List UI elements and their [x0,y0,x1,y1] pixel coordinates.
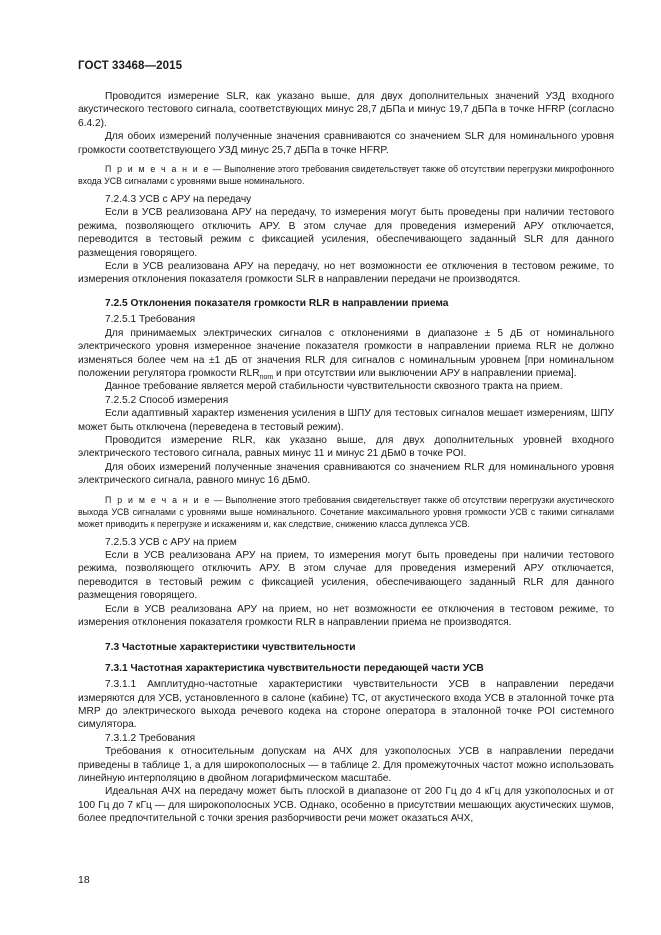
note-text: — Выполнение этого требования свидетельствует также об отсутствии перегрузки акустического выхода УСВ сигналами с уровнями выше номинального. Сочетание максимального уровня громкости УСВ с такими сигналами может приводить к перегрузке и искажениям и, как следствие, снижению класса дуплекса УСВ. [78,494,614,529]
paragraph [78,327,614,381]
paragraph: Если в УСВ реализована АРУ на передачу, то измерения могут быть проведены при наличии тестового режима, позволяющего отключить АРУ. В этом случае для проведения измерений АРУ отключается, переводится в тестовый режим с фиксацией усиления, обеспечивающего заданный SLR для данного размещения говорящего. [78,207,614,259]
note-label: П р и м е ч а н и е [105,494,212,505]
paragraph-text: и при отсутствии или выключении АРУ в направлении приема]. [273,367,577,379]
section-heading: 7.2.4.3 УСВ с АРУ на передачу [105,194,252,206]
paragraph-text: Для принимаемых электрических сигналов с отклонениями в диапазоне ± 5 дБ от номинального электрического уровня измеренное значение показателя громкости в направлении приема RLR не должно изменяться более чем на ±1 дБ от значения RLR для сигналов с номинальным уровнем [при номинальном положении регулятора громкости RLR [78,327,614,379]
paragraph: Для обоих измерений полученные значения сравниваются со значением RLR для номинального уровня электрического сигнала, равного минус 16 дБм0. [78,461,614,487]
subscript: nom [259,373,274,381]
section-heading: 7.3.1 Частотная характеристика чувствительности передающей части УСВ [105,662,484,674]
paragraph: Если в УСВ реализована АРУ на передачу, но нет возможности ее отключения в тестовом режиме, то измерения отклонения показателя громкости SLR в направлении передачи не производятся. [78,261,614,286]
section-heading: 7.2.5.3 УСВ с АРУ на прием [105,536,237,548]
paragraph: Данное требование является мерой стабильности чувствительности сквозного тракта на прием. [105,381,563,393]
section-heading: 7.3.1.2 Требования [105,732,196,744]
paragraph: Если адаптивный характер изменения усиления в ШПУ для тестовых сигналов мешает измерениям, ШПУ может быть отключена (переведена в тестовый режим). [78,408,614,433]
section-heading: 7.3 Частотные характеристики чувствительности [105,642,356,654]
paragraph: Если в УСВ реализована АРУ на прием, но нет возможности ее отключения в тестовом режиме, то измерения отклонения показателя громкости RLR в направлении приема не производятся. [78,603,614,628]
paragraph: Проводится измерение SLR, как указано выше, для двух дополнительных значений УЗД входного акустического тестового сигнала, соответствующих минус 28,7 дБПа и минус 19,7 дБПа в точке HFRP (согласно 6.4.2). [78,91,614,129]
paragraph: Для обоих измерений полученные значения сравниваются со значением SLR для номинального уровня громкости соответствующего УЗД минус 25,7 дБПа в точке HFRP. [78,131,614,156]
paragraph: Требования к относительным допускам на АЧХ для узкополосных УСВ в направлении передачи приведены в таблице 1, а для широкополосных — в таблице 2. Для промежуточных частот можно использовать линейную интерполяцию в двойном логарифмическом масштабе. [78,746,614,785]
section-heading: 7.2.5.2 Способ измерения [105,394,229,406]
standard-header: ГОСТ 33468—2015 [78,60,183,72]
paragraph: Если в УСВ реализована АРУ на прием, то измерения могут быть проведены при наличии тестового режима, позволяющего отключить АРУ. В этом случае для проведения измерений АРУ отключается, переводится в тестовый режим с фиксацией усиления, обеспечивающего заданный RLR для данного размещения говорящего. [78,549,614,602]
document-body [78,90,614,826]
page-number: 18 [78,874,90,886]
paragraph: 7.3.1.1 Амплитудно-частотные характеристики чувствительности УСВ в направлении передачи измеряются для УСВ, установленного в салоне (кабине) ТС, от акустического входа УСВ в эталонной точке рта MRP до электрического выхода речевого кодека на стороне оператора в эталонной точке POI системного симулятора. [78,679,614,731]
note-label: П р и м е ч а н и е [105,164,210,175]
note-text: — Выполнение этого требования свидетельствует также об отсутствии перегрузки микрофонного входа УСВ сигналами с уровнями выше номинального. [78,164,614,187]
section-heading: 7.2.5 Отклонения показателя громкости RLR в направлении приема [105,297,449,309]
note [78,163,614,187]
section-heading: 7.2.5.1 Требования [105,314,196,326]
paragraph: Идеальная АЧХ на передачу может быть плоской в диапазоне от 200 Гц до 4 кГц для узкополосных и от 100 Гц до 7 кГц — для широкополосных УСВ. Однако, особенно в присутствии мешающих акустических шумов, более предпочтительной с точки зрения разборчивости речи может оказаться АЧХ, [78,786,614,825]
paragraph: Проводится измерение RLR, как указано выше, для двух дополнительных уровней входного электрического тестового сигнала, равных минус 11 и минус 21 дБм0 в точке POI. [78,434,614,460]
note [78,494,614,530]
